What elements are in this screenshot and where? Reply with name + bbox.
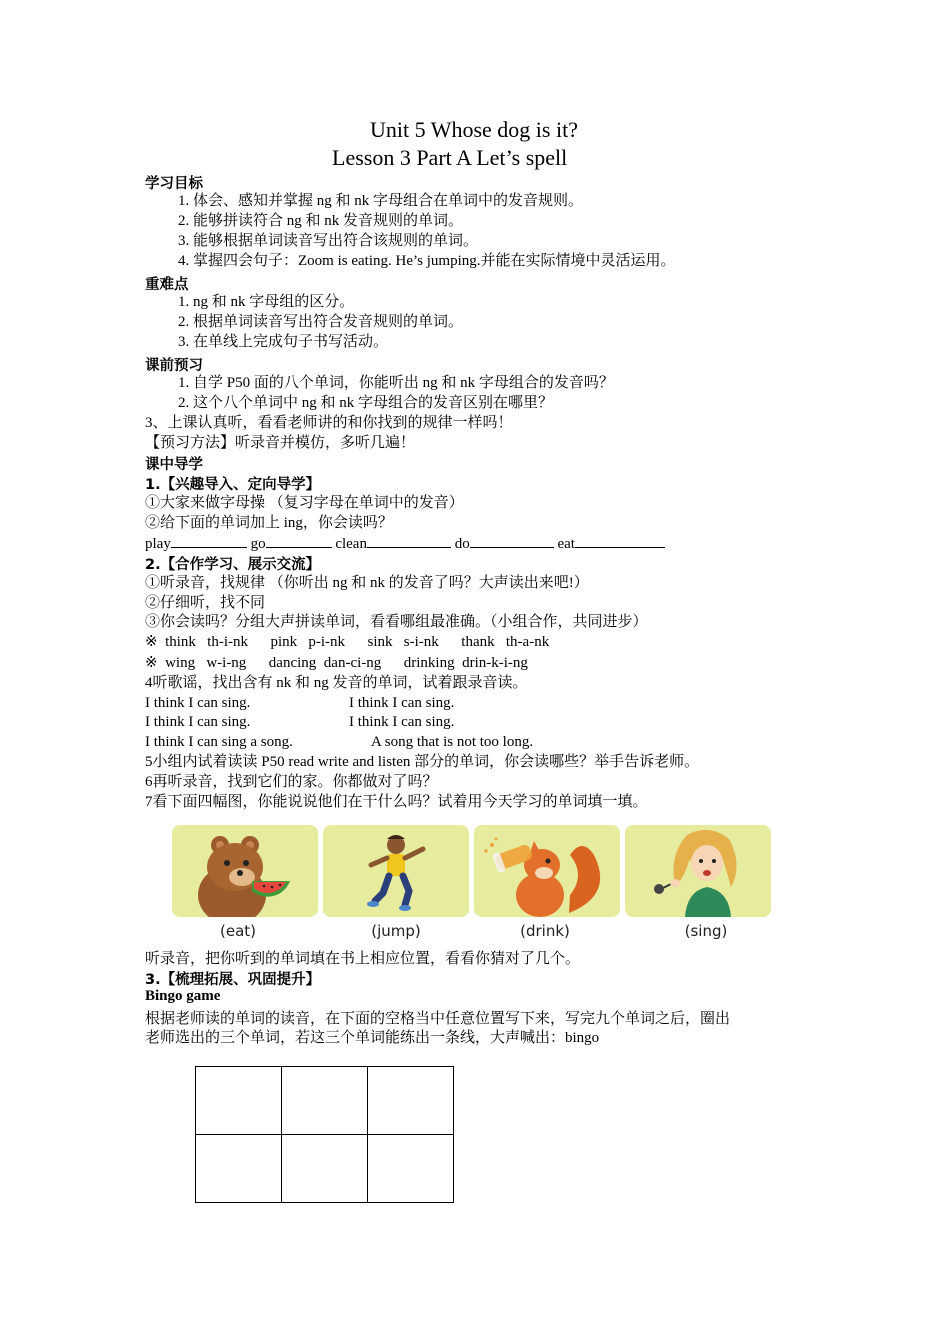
bingo-cell[interactable] — [282, 1067, 368, 1135]
picture-squirrel-drinking — [474, 825, 620, 917]
blank-line[interactable] — [470, 533, 554, 548]
lesson-title: Lesson 3 Part A Let’s spell — [332, 145, 568, 170]
blank-word: eat — [557, 536, 575, 552]
blank-word: play — [145, 536, 171, 552]
song-line: I think I can sing. — [349, 695, 455, 711]
picture-caption: (jump) — [371, 922, 421, 940]
section-2-line: ③你会读吗？分组大声拼读单词，看看哪组最准确。（小组合作，共同进步） — [145, 614, 648, 630]
picture-girl-singing — [625, 825, 771, 917]
section-1-line: ②给下面的单词加上 ing，你会读吗？ — [145, 515, 393, 531]
bingo-cell[interactable] — [196, 1067, 282, 1135]
preview-item: 3、上课认真听，看看老师讲的和你找到的规律一样吗！ — [145, 415, 513, 431]
section-3-title: 3.【梳理拓展、巩固提升】 — [145, 972, 321, 988]
section-2-line: ②仔细听，找不同 — [145, 595, 266, 611]
bingo-cell[interactable] — [196, 1135, 282, 1203]
unit-title: Unit 5 Whose dog is it? — [370, 117, 578, 142]
blank-word: clean — [335, 536, 367, 552]
goals-heading: 学习目标 — [145, 176, 203, 192]
blank-line[interactable] — [575, 533, 665, 548]
key-points-heading: 重难点 — [145, 277, 189, 293]
section-2-title: 2.【合作学习、展示交流】 — [145, 557, 321, 573]
section-1-line: ①大家来做字母操 （复习字母在单词中的发音） — [145, 495, 464, 511]
preview-heading: 课前预习 — [145, 358, 203, 374]
bingo-grid — [195, 1066, 454, 1203]
squirrel-drinking-illustration — [474, 825, 620, 917]
goal-item: 3. 能够根据单词读音写出符合该规则的单词。 — [178, 233, 479, 249]
bingo-title: Bingo game — [145, 988, 221, 1004]
song-line: I think I can sing a song. — [145, 734, 293, 750]
song-line: I think I can sing. — [349, 714, 455, 730]
picture-caption: (sing) — [684, 922, 728, 940]
boy-jumping-illustration — [323, 825, 469, 917]
goal-item: 2. 能够拼读符合 ng 和 nk 发音规则的单词。 — [178, 213, 464, 229]
task-line: 6再听录音，找到它们的家。你都做对了吗？ — [145, 774, 438, 790]
picture-bear-eating — [172, 825, 318, 917]
picture-caption: (drink) — [520, 922, 570, 940]
picture-caption: (eat) — [219, 922, 256, 940]
section-2-line: ①听录音，找规律 （你听出 ng 和 nk 的发音了吗？大声读出来吧!） — [145, 575, 589, 591]
preview-item: 1. 自学 P50 面的八个单词，你能听出 ng 和 nk 字母组合的发音吗？ — [178, 375, 614, 391]
blank-line[interactable] — [367, 533, 451, 548]
section-1-title: 1.【兴趣导入、定向导学】 — [145, 477, 321, 493]
preview-item: 2. 这个八个单词中 ng 和 nk 字母组合的发音区别在哪里？ — [178, 395, 554, 411]
blank-line[interactable] — [171, 533, 247, 548]
key-point-item: 1. ng 和 nk 字母组的区分。 — [178, 294, 355, 310]
bingo-description: 根据老师读的单词的读音，在下面的空格当中任意位置写下来，写完九个单词之后，圈出 — [145, 1011, 731, 1027]
song-line: I think I can sing. — [145, 695, 251, 711]
chant-instruction: 4听歌谣，找出含有 nk 和 ng 发音的单词，试着跟录音读。 — [145, 675, 528, 691]
spelling-row-ng: ※ wing w-i-ng dancing dan-ci-ng drinking drin-k-i-ng — [145, 655, 528, 671]
song-line: I think I can sing. — [145, 714, 251, 730]
listen-instruction: 听录音，把你听到的单词填在书上相应位置，看看你猜对了几个。 — [145, 951, 581, 967]
goal-item: 4. 掌握四会句子：Zoom is eating. He’s jumping.并能在实际情境中灵活运用。 — [178, 253, 676, 269]
bingo-description: 老师选出的三个单词，若这三个单词能练出一条线，大声喊出：bingo — [145, 1030, 600, 1046]
bingo-cell[interactable] — [368, 1135, 454, 1203]
girl-singing-illustration — [625, 825, 771, 917]
bingo-cell[interactable] — [282, 1135, 368, 1203]
blank-word: do — [454, 536, 470, 552]
key-point-item: 2. 根据单词读音写出符合发音规则的单词。 — [178, 314, 464, 330]
blank-line[interactable] — [266, 533, 332, 548]
goal-item: 1. 体会、感知并掌握 ng 和 nk 字母组合在单词中的发音规则。 — [178, 193, 584, 209]
in-class-heading: 课中导学 — [145, 457, 203, 473]
song-line: A song that is not too long. — [371, 734, 534, 750]
task-line: 7看下面四幅图，你能说说他们在干什么吗？试着用今天学习的单词填一填。 — [145, 794, 648, 810]
picture-boy-jumping — [323, 825, 469, 917]
key-point-item: 3. 在单线上完成句子书写活动。 — [178, 334, 389, 350]
bingo-cell[interactable] — [368, 1067, 454, 1135]
spelling-row-nk: ※ think th-i-nk pink p-i-nk sink s-i-nk thank th-a-nk — [145, 634, 550, 650]
preview-method: 【预习方法】听录音并模仿，多听几遍！ — [145, 435, 416, 451]
ing-blanks-row — [145, 533, 665, 554]
blank-word: go — [250, 536, 266, 552]
bear-eating-illustration — [172, 825, 318, 917]
task-line: 5小组内试着读读 P50 read write and listen 部分的单词，你会读哪些？举手告诉老师。 — [145, 754, 700, 770]
